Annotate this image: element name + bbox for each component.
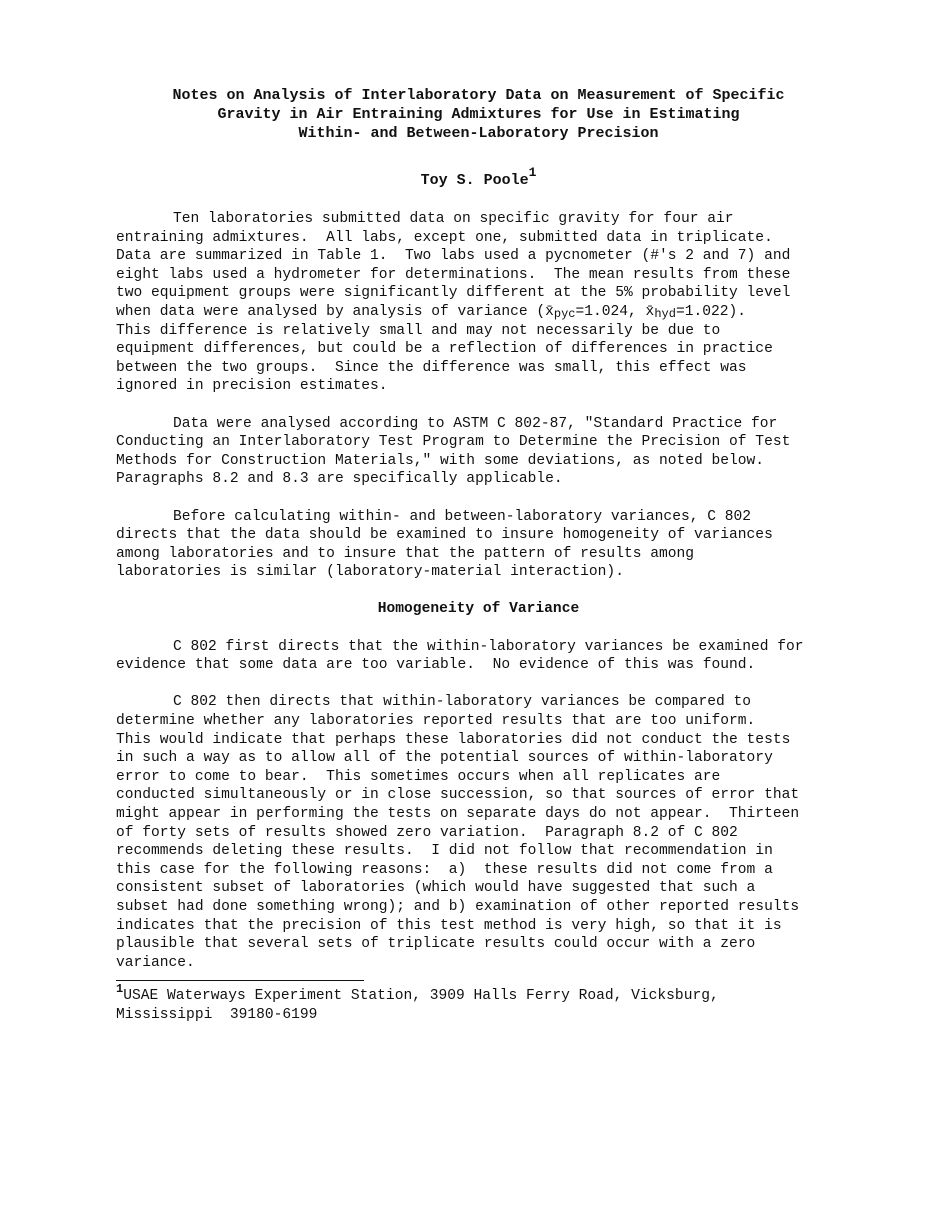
p5-line: This would indicate that perhaps these laboratories did not conduct the tests xyxy=(116,731,791,748)
p5-line: conducted simultaneously or in close succession, so that sources of error that xyxy=(116,787,800,804)
p5-line: subset had done something wrong); and b) examination of other reported results xyxy=(116,898,800,915)
footnote-line-2: Mississippi 39180-6199 xyxy=(116,1006,318,1023)
p1-line: Data are summarized in Table 1. Two labs used a pycnometer (#'s 2 and 7) and xyxy=(116,248,791,265)
paragraph-5 xyxy=(116,693,841,972)
p5-line: in such a way as to allow all of the potential sources of within-laboratory xyxy=(116,750,773,767)
footnote-mark: 1 xyxy=(116,982,124,997)
paragraph-3 xyxy=(116,508,841,582)
footnote-line-1 xyxy=(116,981,841,1005)
p1-formula-c: =1.022). xyxy=(675,303,746,320)
p1-sub-pyc: pyc xyxy=(553,306,576,321)
p5-line: indicates that the precision of this test method is very high, so that it is xyxy=(116,917,782,934)
paragraph-1 xyxy=(116,210,841,396)
p1-line: equipment differences, but could be a reflection of differences in practice xyxy=(116,341,773,358)
p1-line: Ten laboratories submitted data on specific gravity for four air xyxy=(173,211,734,227)
p3-line: laboratories is similar (laboratory-material interaction). xyxy=(116,564,624,581)
title-line-2: Gravity in Air Entraining Admixtures for Use in Estimating xyxy=(217,106,740,123)
title-line-1: Notes on Analysis of Interlaboratory Data on Measurement of Specific xyxy=(172,87,785,104)
p5-line: plausible that several sets of triplicate results could occur with a zero xyxy=(116,936,756,953)
p2-line: Data were analysed according to ASTM C 802-87, "Standard Practice for xyxy=(173,415,778,432)
p2-line: Methods for Construction Materials," with some deviations, as noted below. xyxy=(116,452,765,469)
p1-formula-a: when data were analysed by analysis of variance (x̄ xyxy=(116,303,554,320)
p3-line: directs that the data should be examined to insure homogeneity of variances xyxy=(116,527,773,544)
p5-line: consistent subset of laboratories (which would have suggested that such a xyxy=(116,880,756,897)
p1-sub-hyd: hyd xyxy=(654,306,676,321)
p2-line: Conducting an Interlaboratory Test Program to Determine the Precision of Test xyxy=(116,434,791,451)
p1-line-formula xyxy=(116,303,841,322)
p1-line: two equipment groups were significantly different at the 5% probability level xyxy=(116,285,791,302)
author-line xyxy=(116,165,841,190)
paragraph-2 xyxy=(116,415,841,489)
p5-line: determine whether any laboratories reported results that are too uniform. xyxy=(116,713,756,730)
p2-line: Paragraphs 8.2 and 8.3 are specifically applicable. xyxy=(116,471,563,488)
footnote xyxy=(116,981,841,1024)
p4-line: C 802 first directs that the within-laboratory variances be examined for xyxy=(173,638,804,655)
p1-line: entraining admixtures. All labs, except one, submitted data in triplicate. xyxy=(116,229,773,246)
p1-formula-b: =1.024, x̄ xyxy=(575,303,655,320)
p4-line: evidence that some data are too variable. No evidence of this was found. xyxy=(116,657,756,674)
p1-line: This difference is relatively small and may not necessarily be due to xyxy=(116,322,721,339)
p5-line: of forty sets of results showed zero variation. Paragraph 8.2 of C 802 xyxy=(116,824,738,841)
title-line-3: Within- and Between-Laboratory Precision xyxy=(298,125,659,142)
author-name: Toy S. Poole xyxy=(420,172,529,189)
p1-line: between the two groups. Since the difference was small, this effect was xyxy=(116,359,747,376)
footnote-text-1: USAE Waterways Experiment Station, 3909 Halls Ferry Road, Vicksburg, xyxy=(123,988,719,1005)
p5-line: variance. xyxy=(116,954,195,971)
p5-line: recommends deleting these results. I did not follow that recommendation in xyxy=(116,843,773,860)
document-title xyxy=(116,86,841,143)
document-page xyxy=(116,86,841,1024)
p5-line: error to come to bear. This sometimes occurs when all replicates are xyxy=(116,768,721,785)
p1-line: ignored in precision estimates. xyxy=(116,378,388,395)
author-footnote-mark: 1 xyxy=(528,165,537,180)
p1-line: eight labs used a hydrometer for determinations. The mean results from these xyxy=(116,266,791,283)
p3-line: among laboratories and to insure that the pattern of results among xyxy=(116,545,695,562)
p5-line: might appear in performing the tests on separate days do not appear. Thirteen xyxy=(116,806,800,822)
p3-line: Before calculating within- and between-laboratory variances, C 802 xyxy=(173,508,752,525)
paragraph-4 xyxy=(116,638,841,675)
p5-line: C 802 then directs that within-laboratory variances be compared to xyxy=(173,694,752,711)
p5-line: this case for the following reasons: a) these results did not come from a xyxy=(116,861,773,878)
section-heading: Homogeneity of Variance xyxy=(377,601,580,618)
